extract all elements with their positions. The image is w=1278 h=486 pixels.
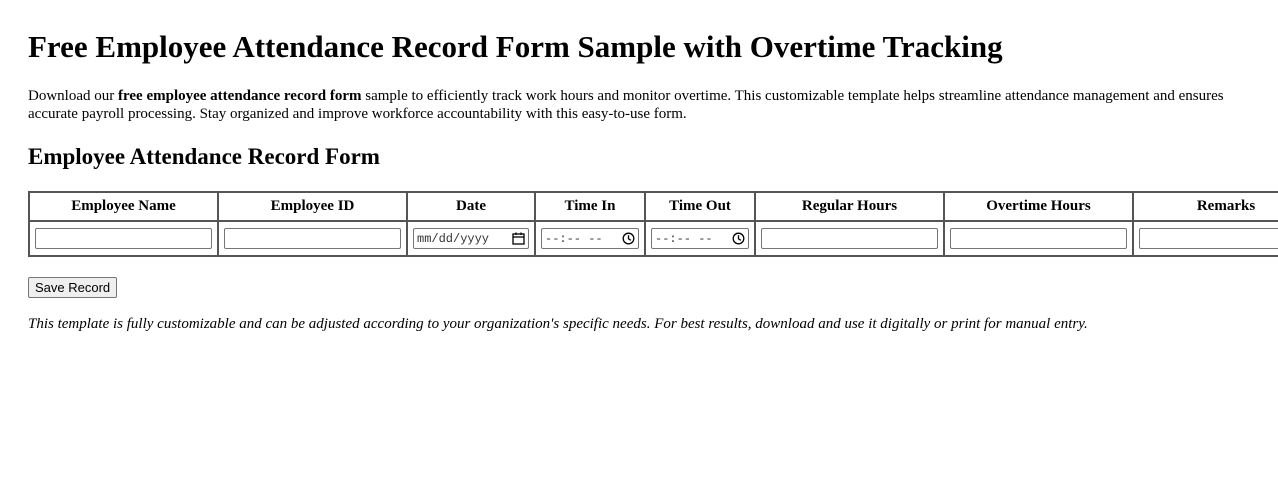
cell-date: [407, 221, 535, 256]
date-input[interactable]: [413, 228, 529, 249]
time-in-input[interactable]: [541, 228, 639, 249]
header-overtime-hours: Overtime Hours: [944, 192, 1133, 221]
table-row: [29, 221, 1278, 256]
intro-paragraph: [28, 87, 1238, 123]
cell-employee-name: [29, 221, 218, 256]
header-time-in: Time In: [535, 192, 645, 221]
cell-time-out: [645, 221, 755, 256]
header-remarks: Remarks: [1133, 192, 1278, 221]
time-out-input[interactable]: [651, 228, 749, 249]
employee-id-input[interactable]: [224, 228, 401, 249]
save-record-button[interactable]: Save Record: [28, 277, 117, 298]
page-title: Free Employee Attendance Record Form Sample with Overtime Tracking: [28, 29, 1003, 64]
overtime-hours-input[interactable]: [950, 228, 1127, 249]
cell-overtime-hours: [944, 221, 1133, 256]
intro-text-start: Download our: [28, 88, 118, 104]
time-in-placeholder: --:-- --: [545, 231, 603, 246]
cell-employee-id: [218, 221, 407, 256]
regular-hours-input[interactable]: [761, 228, 938, 249]
clock-icon[interactable]: [622, 232, 635, 245]
time-out-placeholder: --:-- --: [655, 231, 713, 246]
footer-note: This template is fully customizable and can be adjusted according to your organization's specific needs. For best results, download and use it digitally or print for manual entry.: [28, 316, 1088, 332]
section-title: Employee Attendance Record Form: [28, 144, 380, 169]
remarks-input[interactable]: [1139, 228, 1278, 249]
calendar-icon[interactable]: [512, 232, 525, 245]
header-employee-name: Employee Name: [29, 192, 218, 221]
header-time-out: Time Out: [645, 192, 755, 221]
employee-name-input[interactable]: [35, 228, 212, 249]
header-row: [29, 192, 1278, 221]
clock-icon[interactable]: [732, 232, 745, 245]
cell-regular-hours: [755, 221, 944, 256]
cell-remarks: [1133, 221, 1278, 256]
header-employee-id: Employee ID: [218, 192, 407, 221]
attendance-table: [28, 191, 1278, 257]
table-wrapper: [28, 191, 1278, 257]
date-placeholder: mm/dd/yyyy: [417, 231, 490, 246]
intro-text-bold: free employee attendance record form: [118, 88, 362, 104]
header-date: Date: [407, 192, 535, 221]
intro-text-end: sample to efficiently track work hours and monitor overtime. This customizable template helps streamline attendance management and ensures accurate payroll processing. Stay organized and improve workforce accountability with this easy-to-use form.: [28, 88, 1224, 122]
header-regular-hours: Regular Hours: [755, 192, 944, 221]
cell-time-in: [535, 221, 645, 256]
